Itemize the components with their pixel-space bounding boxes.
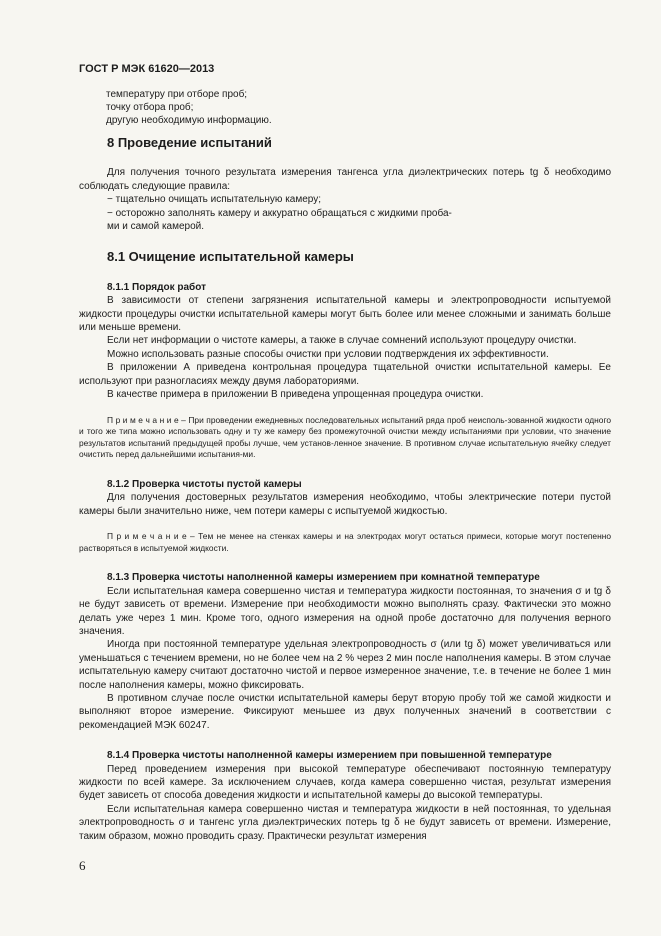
- list-item: температуру при отборе проб;: [106, 89, 248, 100]
- section-8-1-1-heading: 8.1.1 Порядок работ: [107, 281, 206, 293]
- section-8-1-2-heading: 8.1.2 Проверка чистоты пустой камеры: [107, 478, 302, 490]
- paragraph: Перед проведением измерения при высокой температуре обеспечивают постоянную температуру жидкости по всей камере. За исключением случаев, когда камера совершенно чистая, результат измерения будет зависеть от способа доведения жидкости и испытательной камеры до высокой температуры.: [79, 763, 611, 802]
- section-8-1-4-heading: 8.1.4 Проверка чистоты наполненной камеры измерением при повышенной температуре: [107, 750, 552, 762]
- page-number: 6: [79, 858, 86, 873]
- note: П р и м е ч а н и е – Тем не менее на стенках камеры и на электродах могут остаться примеси, которые могут постепенно растворяться в испытуемой жидкости.: [79, 531, 611, 553]
- paragraph: Если нет информации о чистоте камеры, а также в случае сомнений используют процедуру очистки.: [107, 335, 577, 347]
- section-8-1-3-heading: 8.1.3 Проверка чистоты наполненной камеры измерением при комнатной температуре: [107, 572, 540, 584]
- paragraph: В зависимости от степени загрязнения испытательной камеры и электропроводности испытуемой жидкости процедуры очистки испытательной камеры могут быть более или менее сложными и занимать больше или меньше времени.: [79, 295, 611, 334]
- paragraph: Для получения точного результата измерения тангенса угла диэлектрических потерь tg δ необходимо соблюдать следующие правила:: [79, 167, 611, 192]
- paragraph: Если испытательная камера совершенно чистая и температура жидкости в ней постоянная, то удельная электропроводность σ и тангенс угла диэлектрических потерь tg δ не будут зависеть от времени. Измерение, таким образом, можно проводить сразу. Практически результат измерения: [79, 803, 611, 842]
- rule-item: − осторожно заполнять камеру и аккуратно обращаться с жидкими проба-: [107, 207, 452, 219]
- paragraph: В приложении А приведена контрольная процедура тщательной очистки испытательной камеры. Ее используют при разногласиях между двумя лабораториями.: [79, 362, 611, 387]
- section-8-heading: 8 Проведение испытаний: [107, 135, 272, 150]
- paragraph: В противном случае после очистки испытательной камеры берут вторую пробу той же самой жидкости и выполняют второе измерение. Фиксируют меньшее из двух полученных значений в соответствии с рекомендацией МЭК 60247.: [79, 692, 611, 731]
- list-item: точку отбора проб;: [106, 102, 194, 113]
- list-item: другую необходимую информацию.: [106, 115, 272, 126]
- section-8-1-title: 8.1 Очищение испытательной камеры: [107, 249, 354, 265]
- paragraph: В качестве примера в приложении В приведена упрощенная процедура очистки.: [107, 389, 484, 401]
- paragraph: Иногда при постоянной температуре удельная электропроводность σ (или tg δ) может увеличиваться или уменьшаться с течением времени, но не более чем на 2 % через 2 мин после наполнения камеры. В этом случае испытательную камеру считают достаточно чистой и первое измеренное значение, т.е. в течение не более 1 мин после наполнения камеры, можно фиксировать.: [79, 639, 611, 691]
- intro-list: [106, 88, 272, 127]
- rule-item-continuation: ми и самой камерой.: [107, 221, 205, 233]
- paragraph: Для получения достоверных результатов измерения необходимо, чтобы электрические потери пустой камеры были значительно ниже, чем потери камеры с испытуемой жидкостью.: [79, 492, 611, 517]
- main-content: [79, 136, 611, 843]
- paragraph: Если испытательная камера совершенно чистая и температура жидкости постоянная, то значения σ и tg δ не будут зависеть от времени. Измерение при необходимости можно выполнять сразу. Фактически это можно делать уже через 1 мин. Кроме того, одного измерения на одной пробе достаточно для получения верного значения.: [79, 585, 611, 637]
- document-header: ГОСТ Р МЭК 61620—2013: [79, 63, 215, 75]
- paragraph: Можно использовать разные способы очистки при условии подтверждения их эффективности.: [107, 348, 549, 360]
- note: П р и м е ч а н и е – При проведении ежедневных последовательных испытаний ряда проб неисполь-зованной жидкости одного и того же типа можно использовать одну и ту же камеру без промежуточной очистки между испытаниями при условии, что значение результатов испытаний предыдущей пробы лучше, чем установ-ленное значение. В противном случае испытательную ячейку следует очистить перед дальнейшими испытания-ми.: [79, 414, 611, 460]
- rule-item: − тщательно очищать испытательную камеру;: [107, 194, 322, 206]
